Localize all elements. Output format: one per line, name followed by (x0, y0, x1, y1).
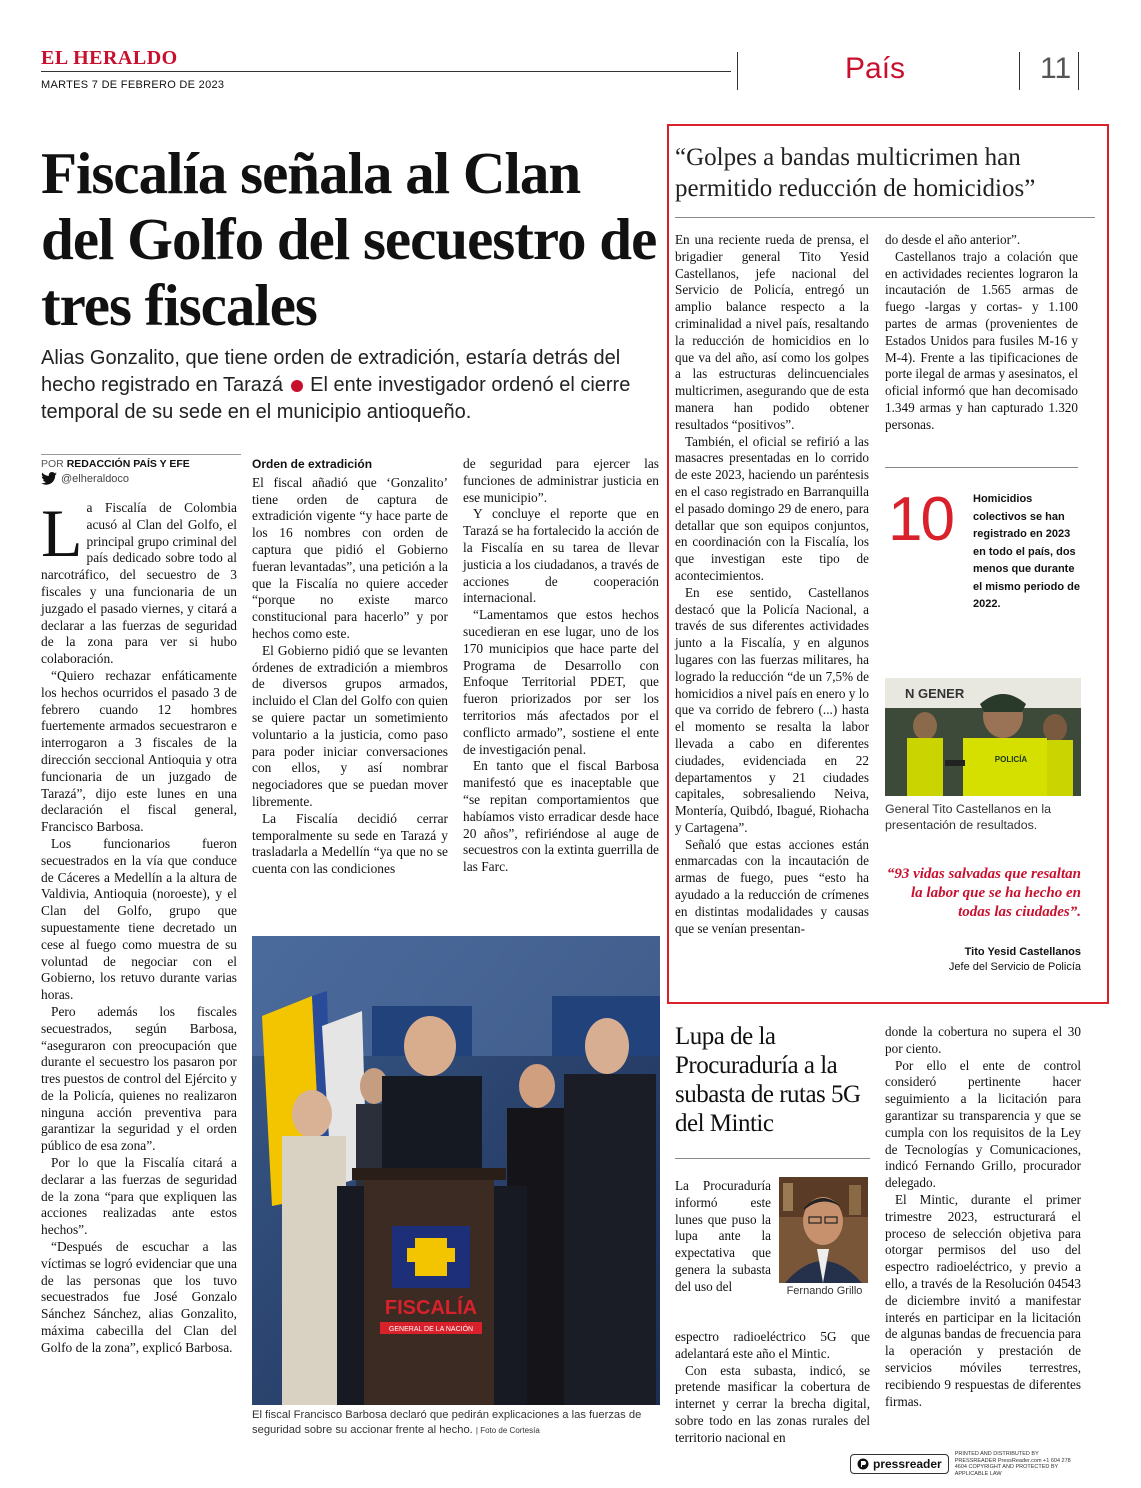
stat-rule (885, 467, 1078, 468)
main-headline: Fiscalía señala al Clan del Golfo del secuestro de tres fiscales (41, 140, 657, 338)
paragraph: Señaló que estas acciones están enmarcadas con la incautación de armas de fuego, pues “esto ha ayudado a la reducción de crímenes en distintas modalidades y causas que se venían presentan- (675, 836, 869, 936)
stat-number: 10 (888, 485, 953, 554)
pressreader-footer (850, 1448, 1080, 1480)
paragraph: La Procuraduría informó este lunes que puso la lupa ante la expectativa que genera la subasta del uso del (675, 1178, 771, 1294)
podium-sign-text: FISCALÍA (384, 1297, 478, 1319)
secondary-column-1 (675, 1329, 870, 1447)
paragraph: “Lamentamos que estos hechos sucedieran en ese lugar, uno de los 170 municipios que hace parte del Programa de Desarrollo con Enfoque Territorial PDET, que fueron priorizados por ser los territorios más afectados por el conflicto armado”, sostiene el ente de investigación penal. (463, 607, 659, 757)
paragraph: Pero además los fiscales secuestrados, según Barbosa, “aseguraron con preocupación que durante el secuestro los pasaron por tres puestos de control del Ejército y de la Policía, quienes no realizaron ninguna acción preventiva para garantizar la seguridad y el orden público de esa zona”. (41, 1003, 237, 1154)
paragraph: de seguridad para ejercer las funciones de administrar justicia en ese municipio”. (463, 456, 659, 505)
portrait-photo (779, 1177, 868, 1283)
paragraph: El Mintic, durante el primer trimestre 2023, estructurará el proceso de selección objetiva para otorgar permisos del uso del espectro radioeléctrico, y previo a ello, a través de la Resolución 04543 de diciembre invitó a manifestar interés en participar en la licitación de algunas bandas de frecuencia para la operación y prestación de servicios móviles terrestres, recibiendo 9 respuestas de diferentes firmas. (885, 1191, 1081, 1409)
quote-author: Tito Yesid Castellanos (964, 946, 1081, 958)
secondary-headline: Lupa de la Procuraduría a la subasta de rutas 5G del Mintic (675, 1023, 861, 1137)
article-column-2 (252, 456, 448, 878)
vest-text: POLICÍA (994, 755, 1028, 764)
secondary-narrow-column (675, 1178, 771, 1296)
paragraph: La Fiscalía decidió cerrar temporalmente su sede en Tarazá y trasladarla a Medellín “ya que no se cuenta con las condiciones (252, 810, 448, 877)
paragraph: donde la cobertura no supera el 30 por ciento. (885, 1024, 1081, 1056)
stat-description: Homicidios colectivos se han registrado en 2023 en todo el país, dos menos que durante el mismo periodo de 2022. (973, 493, 1080, 610)
general-photo (885, 678, 1081, 796)
byline-rule (41, 454, 241, 455)
masthead-rule (41, 71, 731, 72)
pressreader-logo[interactable] (850, 1454, 949, 1474)
banner-text: N GENER (905, 686, 965, 701)
paragraph: Con esta subasta, indicó, se pretende masificar la cobertura de internet y cerrar la brecha digital, sobre todo en las zonas rurales del territorio nacional en (675, 1362, 870, 1445)
page-number: 11 (1040, 52, 1072, 85)
deck-part-a: Alias Gonzalito, que tiene orden de extradición, estaría detrás del hecho registrado en Tarazá (41, 347, 621, 396)
quote-author-role: Jefe del Servicio de Policía (948, 961, 1081, 973)
twitter-handle[interactable] (41, 472, 129, 485)
section-name: País (845, 52, 906, 85)
masthead-divider (737, 52, 738, 90)
paragraph: También, el oficial se refirió a las masacres presentadas en lo corrido de este 2023, haciendo un paréntesis en el caso registrado en Barranquilla el pasado domingo 29 de enero, para detallar que son equipos conjuntos, en coordinación con la Fiscalía, los que investigan este tipo de acontecimientos. (675, 433, 869, 583)
podium-sign-subtext: GENERAL DE LA NACIÓN (388, 1326, 474, 1333)
paragraph: a Fiscalía de Colombia acusó al Clan del Golfo, el principal grupo criminal del país dedicado sobre todo al narcotráfico, del secuestro de 3 fiscales y una funcionaria de un juzgado el pasado viernes, y citará a declarar a las fuerzas de seguridad de la zona para ver si hubo colaboración. (41, 500, 237, 667)
paragraph: Los funcionarios fueron secuestrados en la vía que conduce de Cáceres a Medellín a la altura de Valdivia, Antioquia (noroeste), y el Clan del Golfo, grupo que supuestamente tiene decretado un cese al fuego como muestra de su voluntad de negociar con el Gobierno, los retuvo durante varias horas. (41, 835, 237, 1003)
box-column-2 (885, 232, 1078, 434)
article-column-1 (41, 495, 237, 1357)
paragraph: El Gobierno pidió que se levanten órdenes de extradición a miembros de diversos grupos armados, incluido el Clan del Golfo con quien se quiere pactar un sometimiento voluntario a la justicia, como paso para poder iniciar conversaciones con ellos, y así nombrar negociadores que se puedan mover libremente. (252, 642, 448, 809)
secondary-column-2 (885, 1024, 1081, 1410)
masthead-divider (1019, 52, 1020, 90)
byline-prefix: POR (41, 458, 64, 470)
pull-quote: “93 vidas salvadas que resaltan la labor que se ha hecho en todas las ciudades”. (886, 866, 1081, 920)
secondary-headline-rule (675, 1158, 870, 1159)
paragraph: En ese sentido, Castellanos destacó que la Policía Nacional, a través de sus diferentes actividades junto a la Fiscalía, y en algunos lugares con las fuerzas militares, ha logrado la reducción “de un 7,5% de homicidios a nivel país en enero y lo que va corrido de febrero (...) hasta el momento se resalta la labor llevada a cabo en diferentes ciudades, evidenciada en 22 departamentos y 21 ciudades capitales, sobresaliendo Neiva, Montería, Quibdó, Ibagué, Riohacha y Cartagena”. (675, 584, 869, 835)
handle-text: @elheraldoco (61, 472, 130, 485)
twitter-icon (41, 472, 57, 485)
paragraph: En tanto que el fiscal Barbosa manifestó que es inaceptable que “se repitan comportamientos que habíamos visto erradicar desde hace 20 años”, refiriéndose al auge de secuestros con la extinta guerrilla de las Farc. (463, 758, 659, 875)
paragraph: “Quiero rechazar enfáticamente los hechos ocurridos el pasado 3 de febrero cuando 12 hombres fuertemente armados secuestraron e interrogaron a 3 fiscales de la dirección seccional Antioquia y otra funcionaria de un juzgado de Tarazá”, dijo este lunes en una declaración el fiscal general, Francisco Barbosa. (41, 667, 237, 835)
pressreader-icon (857, 1458, 869, 1470)
newspaper-logo: EL HERALDO (41, 47, 178, 69)
paragraph: Y concluye el reporte que en Tarazá se ha fortalecido la acción de la Fiscalía en su tarea de llevar justicia a los ciudadanos, a través de acciones de cooperación internacional. (463, 506, 659, 606)
paragraph: “Después de escuchar a las víctimas se logró evidenciar que una de las personas que los tuvo secuestrados fue José Gonzalo Sánchez Sánchez, alias Gonzalito, máxima cabecilla del Clan del Golfo de la zona”, explicó Barbosa. (41, 1239, 237, 1355)
paragraph: En una reciente rueda de prensa, el brigadier general Tito Yesid Castellanos, jefe nacional del Servicio de Policía, entregó un amplio balance respecto a la criminalidad a nivel país, resaltando la reducción de homicidios en lo que va del año, así como los golpes a las estructuras delincuenciales multicrimen, asegurando que de esta manera han podido obtener resultados “positivos”. (675, 232, 869, 432)
box-headline: “Golpes a bandas multicrimen han permitido reducción de homicidios” (675, 144, 1036, 202)
byline (41, 458, 190, 470)
paragraph: Castellanos trajo a colación que en actividades recientes lograron la incautación de 1.565 armas de fuego -largas y cortas- y 1.100 partes de armas (provenientes de Estados Unidos para fusiles M-16 y M-4). Frente a las tipificaciones de porte ilegal de armas y asesinatos, el oficial informó que han decomisado 1.349 armas y han capturado 1.320 personas. (885, 248, 1078, 432)
general-photo-caption: General Tito Castellanos en la presentación de resultados. (885, 802, 1051, 832)
deck-part-b: El ente investigador ordenó el cierre temporal de su sede en el municipio antioqueño. (41, 374, 631, 423)
masthead-divider (1078, 52, 1079, 90)
issue-date: MARTES 7 DE FEBRERO DE 2023 (41, 79, 225, 91)
pressreader-notice: PRINTED AND DISTRIBUTED BY PRESSREADER PressReader.com +1 604 278 4604 COPYRIGHT AND PROTECTED BY APPLICABLE LAW (954, 1451, 1071, 1477)
box-headline-rule (675, 217, 1095, 218)
press-conference-photo (252, 936, 660, 1405)
photo-caption (252, 1408, 662, 1439)
paragraph: do desde el año anterior”. (885, 232, 1021, 247)
photo-credit: | Foto de Cortesía (475, 1425, 540, 1435)
drop-cap: L (41, 495, 83, 571)
pressreader-logo-text: pressreader (873, 1457, 942, 1471)
portrait-caption: Fernando Grillo (786, 1285, 863, 1297)
main-deck (41, 345, 666, 426)
paragraph: Por lo que la Fiscalía citará a declarar a las fuerzas de seguridad de la zona “para que expliquen las acciones realizadas ante estos hechos”. (41, 1155, 237, 1238)
bullet-dot-icon (291, 380, 303, 392)
box-column-1 (675, 232, 869, 937)
paragraph: Por ello el ente de control consideró pertinente hacer seguimiento a la licitación para garantizar su transparencia y que se cumpla con los requisitos de la Ley de Tecnologías y Comunicaciones, indicó Fernando Grillo, procurador delegado. (885, 1057, 1081, 1191)
section-subhead: Orden de extradición (252, 457, 373, 471)
paragraph: espectro radioeléctrico 5G que adelantará este año el Mintic. (675, 1329, 870, 1361)
byline-author: REDACCIÓN PAÍS Y EFE (66, 458, 190, 470)
paragraph: El fiscal añadió que ‘Gonzalito’ tiene orden de captura de extradición vigente “y hace parte de los 16 nombres con orden de captura que pidió el Gobierno fueran levantadas”, una petición a la que la Fiscalía no quiere acceder “porque no existe marco constitucional para hacerlo” y por hechos como este. (252, 474, 448, 641)
article-column-3 (463, 456, 659, 876)
caption-text: El fiscal Francisco Barbosa declaró que pedirán explicaciones a las fuerzas de seguridad sobre su accionar frente al hecho. (252, 1409, 642, 1436)
